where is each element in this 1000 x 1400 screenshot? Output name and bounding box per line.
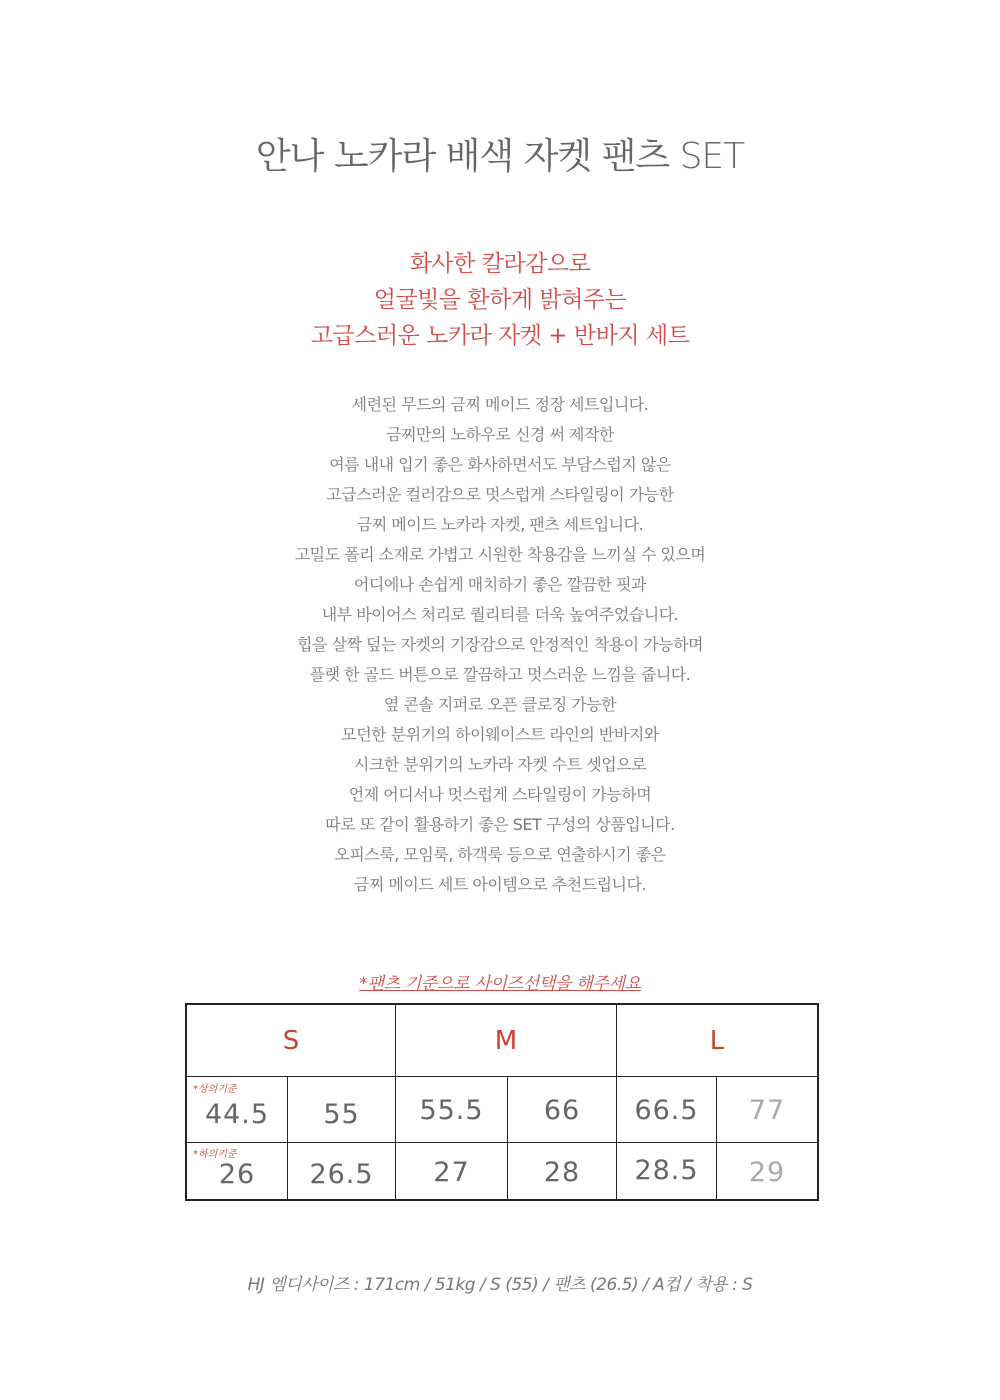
bottom-size-value: 28.5 — [634, 1154, 699, 1186]
description-line: 내부 바이어스 처리로 퀄리티를 더욱 높여주었습니다. — [321, 605, 679, 624]
size-header-l: L — [709, 1026, 725, 1056]
description-line: 오피스룩, 모임룩, 하객룩 등으로 연출하시기 좋은 — [334, 845, 666, 864]
bottom-size-value: 26.5 — [309, 1158, 374, 1190]
bottom-size-value: 28 — [543, 1156, 581, 1188]
top-size-label: *상의기준 — [193, 1084, 237, 1095]
size-table — [185, 1003, 819, 1201]
top-size-value: 66 — [543, 1094, 581, 1126]
bottom-size-value: 27 — [433, 1156, 470, 1188]
top-size-value: 66.5 — [634, 1094, 699, 1126]
bottom-size-label: *하의기준 — [193, 1149, 237, 1160]
headline-line: 고급스러운 노카라 자켓 + 반바지 세트 — [310, 323, 690, 349]
description-line: 플랫 한 골드 버튼으로 깔끔하고 멋스러운 느낌을 줍니다. — [309, 665, 691, 684]
top-size-value: 55 — [323, 1098, 360, 1130]
description-line: 여름 내내 입기 좋은 화사하면서도 부담스럽지 않은 — [329, 455, 671, 474]
product-title: 안나 노카라 배색 자켓 팬츠 SET — [255, 136, 745, 177]
top-size-value: 44.5 — [204, 1098, 270, 1130]
description-line: 고급스러운 컬러감으로 멋스럽게 스타일링이 가능한 — [326, 485, 674, 504]
description-line: 시크한 분위기의 노카라 자켓 수트 셋업으로 — [353, 755, 647, 774]
product-description — [0, 390, 1000, 900]
description-line: 힙을 살짝 덮는 자켓의 기장감으로 안정적인 착용이 가능하며 — [296, 635, 703, 654]
description-line: 모던한 분위기의 하이웨이스트 라인의 반바지와 — [341, 725, 659, 744]
bottom-size-value: 26 — [218, 1158, 256, 1190]
size-header-s: S — [282, 1026, 300, 1056]
description-line: 어디에나 손쉽게 매치하기 좋은 깔끔한 핏과 — [353, 575, 647, 594]
headline — [0, 246, 1000, 354]
description-line: 세련된 무드의 금찌 메이드 정장 세트입니다. — [351, 395, 649, 414]
top-size-value: 55.5 — [419, 1094, 484, 1126]
table-divider — [187, 1076, 817, 1077]
description-line: 따로 또 같이 활용하기 좋은 SET 구성의 상품입니다. — [325, 815, 675, 834]
model-size-info: HJ 엠디사이즈 : 171cm / 51kg / S (55) / 팬츠 (26.5) / A컵 / 착용 : S — [247, 1275, 753, 1295]
top-size-value: 77 — [748, 1094, 786, 1126]
size-header-m: M — [494, 1026, 518, 1056]
headline-line: 얼굴빛을 환하게 밝혀주는 — [373, 287, 627, 313]
description-line: 고밀도 폴리 소재로 가볍고 시원한 착용감을 느끼실 수 있으며 — [294, 545, 706, 564]
description-line: 언제 어디서나 멋스럽게 스타일링이 가능하며 — [348, 785, 652, 804]
size-selection-note: *팬츠 기준으로 사이즈선택을 해주세요 — [359, 974, 641, 994]
description-line: 금찌 메이드 노카라 자켓, 팬츠 세트입니다. — [356, 515, 644, 534]
description-line: 금찌 메이드 세트 아이템으로 추천드립니다. — [353, 875, 647, 894]
description-line: 옆 콘솔 지퍼로 오픈 클로징 가능한 — [383, 695, 617, 714]
bottom-size-value: 29 — [748, 1156, 786, 1188]
description-line: 금찌만의 노하우로 신경 써 제작한 — [386, 425, 614, 444]
table-divider — [187, 1142, 817, 1143]
headline-line: 화사한 칼라감으로 — [409, 251, 591, 277]
